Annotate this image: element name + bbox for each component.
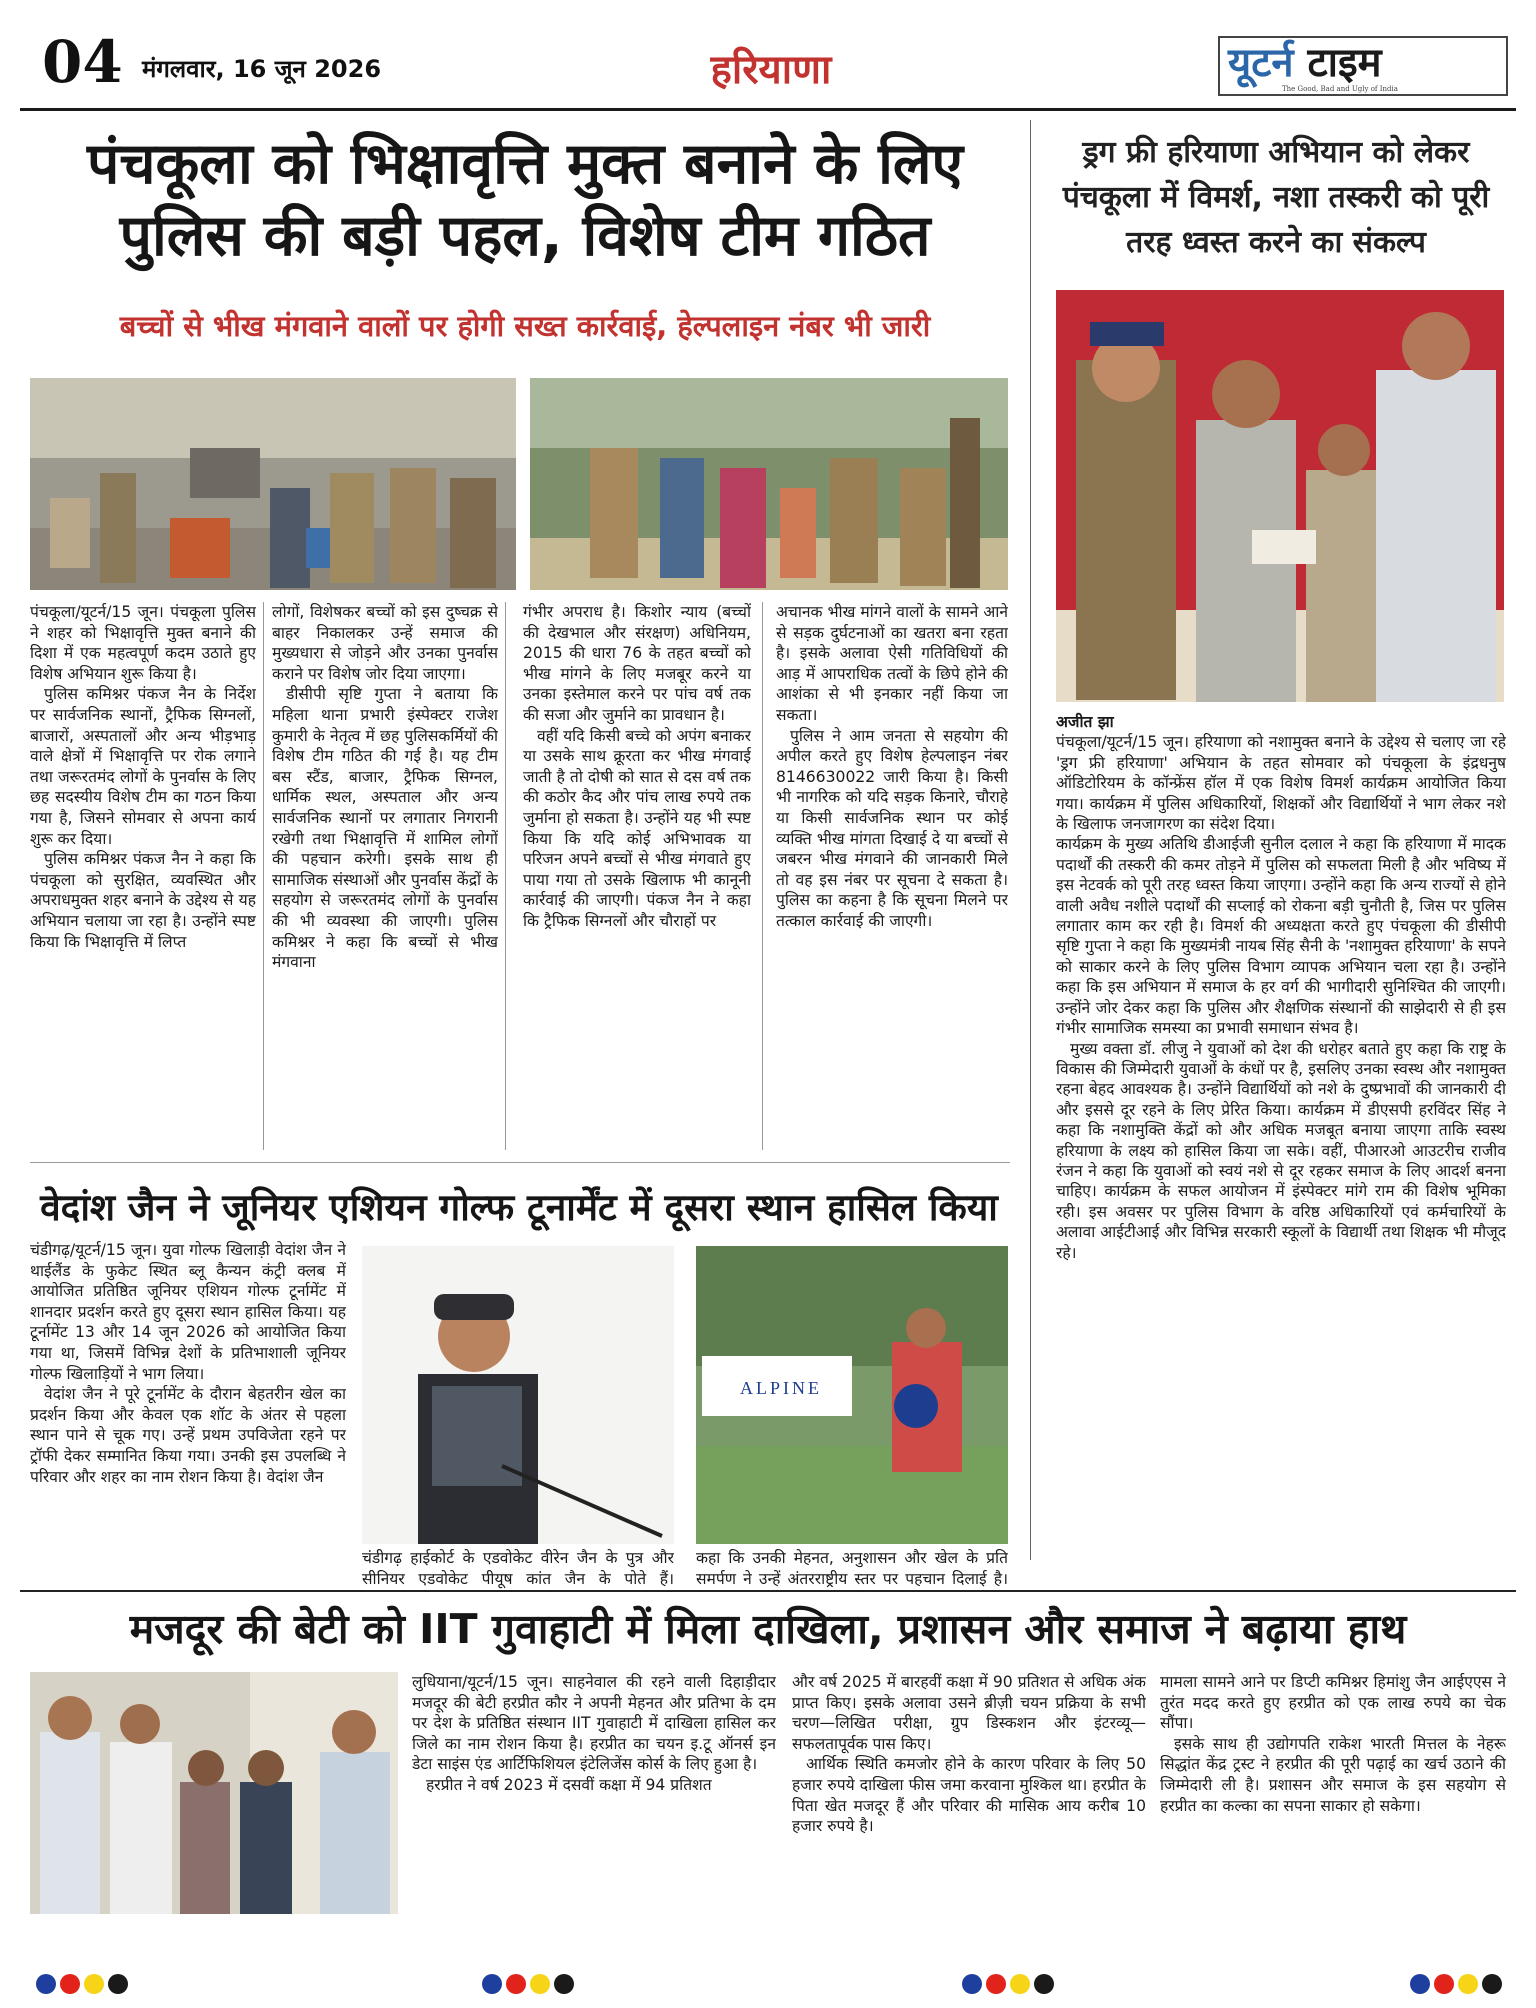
story3-column-3 (1160, 1672, 1506, 1922)
story3-col1-para: लुधियाना/यूटर्न/15 जून। साहनेवाल की रहने वाली दिहाड़ीदार मजदूर की बेटी हरप्रीत कौर ने अपनी मेहनत और प्रतिभा के दम पर देश के प्रतिष्ठित संस्थान IIT गुवाहाटी में दाखिला हासिल कर जिले का नाम रोशन किया है। हरप्रीत का चयन इ.टू ऑनर्स इन डेटा साइंस एंड आर्टिफिशियल इंटेलिजेंस कोर्स के लिए हुआ है। (412, 1673, 776, 1774)
registration-dot (482, 1974, 502, 1994)
column-divider (263, 602, 264, 1150)
story1-headline (40, 128, 1010, 272)
registration-marks-right (1410, 1974, 1502, 1994)
story3-col2-para: आर्थिक स्थिति कमजोर होने के कारण परिवार के लिए 50 हजार रुपये दाखिला फीस जमा करवाना मुश्किल था। हरप्रीत के पिता खेत मजदूर हैं और परिवार की मासिक आय करीब 10 हजार रुपये है। (792, 1755, 1146, 1836)
story2-caption-1: चंडीगढ़ हाईकोर्ट के एडवोकेट वीरेन जैन के पुत्र और सीनियर एडवोकेट पीयूष कांत जैन के पोते हैं। (362, 1549, 674, 1588)
story1-headline-line2: पुलिस की बड़ी पहल, विशेष टीम गठित (119, 203, 931, 269)
story1-photo-right (530, 378, 1008, 590)
story1-column-1 (30, 602, 256, 1150)
logo-tagline: The Good, Bad and Ugly of India (1282, 85, 1398, 93)
page-number: 04 (42, 28, 123, 96)
story-divider (20, 1590, 1516, 1592)
section-title: हरियाणा (710, 47, 832, 93)
registration-dot (1434, 1974, 1454, 1994)
story3-photo (30, 1672, 398, 1914)
header-rule (20, 108, 1516, 111)
story2-column-1 (30, 1240, 346, 1576)
story-divider (30, 1162, 1010, 1163)
newspaper-logo (1218, 36, 1508, 96)
registration-dot (506, 1974, 526, 1994)
side-story-para: मुख्य वक्ता डॉ. लीजु ने युवाओं को देश की धरोहर बताते हुए कहा कि राष्ट्र के विकास की जिम्मेदारी युवाओं के कंधों पर है, इसलिए उनका स्वस्थ और नशामुक्त रहना बेहद आवश्यक है। उन्होंने विद्यार्थियों को नशे के दुष्प्रभावों की जानकारी दी और इससे दूर रहने के लिए प्रेरित किया। कार्यक्रम में डीएसपी हरविंदर सिंह ने कहा कि नशामुक्ति केंद्रों को और अधिक मजबूत बनाया जाएगा ताकि स्वस्थ हरियाणा के लक्ष्य को हासिल किया जा सके। वहीं, पीआरओ आउटरीच राजीव रंजन ने कहा कि युवाओं को स्वयं नशे से दूर रहकर समाज के लिए आदर्श बनना चाहिए। कार्यक्रम के सफल आयोजन में इंस्पेक्टर मांगे राम की विशेष भूमिका रही। इस अवसर पर पुलिस विभाग के वरिष्ठ अधिकारियों एवं कर्मचारियों के अलावा आईटीआई और विभिन्न सरकारी स्कूलों के विद्यार्थी तथा शिक्षक भी मौजूद रहे। (1056, 1039, 1506, 1262)
registration-marks-left (36, 1974, 128, 1994)
logo-text-part2: टाइम (1307, 40, 1382, 86)
side-story-para: कार्यक्रम के मुख्य अतिथि डीआईजी सुनील दलाल ने कहा कि हरियाणा में मादक पदार्थों की तस्करी की कमर तोड़ने में पुलिस को सफलता मिली है और भविष्य में इस नेटवर्क को पूरी तरह ध्वस्त किया जाएगा। उन्होंने कहा कि अन्य राज्यों से होने वाली अवैध नशीले पदार्थों की सप्लाई को रोकना बड़ी चुनौती है, जिस पर पुलिस लगातार काम कर रही है। विमर्श की अध्यक्षता करते हुए पंचकूला की डीसीपी सृष्टि गुप्ता ने कहा कि मुख्यमंत्री नायब सिंह सैनी के 'नशामुक्त हरियाणा' के सपने को साकार करने के लिए पुलिस विभाग व्यापक अभियान चला रहा है। उन्होंने कहा कि इस अभियान में समाज के हर वर्ग की भागीदारी सुनिश्चित की जाएगी। उन्होंने जोर देकर कहा कि पुलिस और शैक्षणिक संस्थानों की साझेदारी से ही इस गंभीर सामाजिक समस्या का प्रभावी समाधान संभव है। (1056, 835, 1506, 1038)
story3-col3-para: इसके साथ ही उद्योगपति राकेश भारती मित्तल के नेहरू सिद्धांत केंद्र ट्रस्ट ने हरप्रीत की पूरी पढ़ाई का खर्च उठाने की जिम्मेदारी ली है। प्रशासन और समाज के इस सहयोग से हरप्रीत का कल्का का सपना साकार हो सकेगा। (1160, 1734, 1506, 1815)
story2-photo-golfer (362, 1246, 674, 1544)
story3-col3-para: मामला सामने आने पर डिप्टी कमिश्नर हिमांशु जैन आईएएस ने तुरंत मदद करते हुए हरप्रीत को एक लाख रुपये का चेक सौंपा। (1160, 1673, 1506, 1733)
story1-headline-line1: पंचकूला को भिक्षावृत्ति मुक्त बनाने के लिए (86, 131, 964, 197)
story2-photo-trophy (696, 1246, 1008, 1544)
story1-col3-para: वहीं यदि किसी बच्चे को अपंग बनाकर या उसके साथ क्रूरता कर भीख मंगवाई जाती है तो दोषी को सात से दस वर्ष तक की कठोर कैद और पांच लाख रुपये तक जुर्माना हो सकता है। उन्होंने यह भी स्पष्ट किया कि यदि कोई अभिभावक या परिजन अपने बच्चों से भीख मंगवाते हुए पाया गया तो उसके खिलाफ भी कानूनी कार्रवाई की जाएगी। पंकज नैन ने कहा कि ट्रैफिक सिग्नलों और चौराहों पर (523, 726, 751, 930)
story2-col1-para: चंडीगढ़/यूटर्न/15 जून। युवा गोल्फ खिलाड़ी वेदांश जैन ने थाईलैंड के फुकेट स्थित ब्लू कैन्यन कंट्री क्लब में आयोजित प्रतिष्ठित जूनियर एशियन गोल्फ टूर्नामेंट में शानदार प्रदर्शन करते हुए दूसरा स्थान हासिल किया। यह टूर्नामेंट 13 और 14 जून 2026 को आयोजित किया गया था, जिसमें विभिन्न देशों के प्रतिभाशाली जूनियर गोल्फ खिलाड़ियों ने भाग लिया। (30, 1241, 346, 1383)
story1-col1-para: पंचकूला/यूटर्न/15 जून। पंचकूला पुलिस ने शहर को भिक्षावृत्ति मुक्त बनाने की दिशा में एक महत्वपूर्ण कदम उठाते हुए विशेष अभियान शुरू किया है। (30, 603, 256, 683)
story1-col3-para: गंभीर अपराध है। किशोर न्याय (बच्चों की देखभाल और संरक्षण) अधिनियम, 2015 की धारा 76 के तहत बच्चों को भीख मांगने के लिए मजबूर करने या उनका इस्तेमाल करने पर पांच वर्ष तक की सजा और जुर्माने का प्रावधान है। (523, 603, 751, 724)
registration-dot (108, 1974, 128, 1994)
story2-caption-2: कहा कि उनकी मेहनत, अनुशासन और खेल के प्रति समर्पण ने उन्हें अंतरराष्ट्रीय स्तर पर पहचान दिलाई है। (696, 1549, 1008, 1588)
registration-dot (530, 1974, 550, 1994)
story1-col2-para: डीसीपी सृष्टि गुप्ता ने बताया कि महिला थाना प्रभारी इंस्पेक्टर राजेश कुमारी के नेतृत्व में छह पुलिसकर्मियों की विशेष टीम गठित की गई है। यह टीम बस स्टैंड, बाजार, ट्रैफिक सिग्नल, धार्मिक स्थल, अस्पताल और अन्य सार्वजनिक स्थानों पर लगातार निगरानी रखेगी तथा भिक्षावृत्ति में शामिल लोगों की पहचान करेगी। इसके साथ ही सामाजिक संस्थाओं और पुनर्वास केंद्रों के सहयोग से जरूरतमंद लोगों के पुनर्वास की भी व्यवस्था की जाएगी। पुलिस कमिश्नर ने कहा कि बच्चों से भीख मंगवाना (272, 685, 498, 972)
story1-column-2 (272, 602, 498, 1150)
story1-col4-para: अचानक भीख मांगने वालों के सामने आने से सड़क दुर्घटनाओं का खतरा बना रहता है। इसके अलावा ऐसी गतिविधियों की आड़ में आपराधिक तत्वों के छिपे होने की आशंका से भी इनकार नहीं किया जा सकता। (776, 603, 1008, 724)
registration-dot (1410, 1974, 1430, 1994)
banner-text: ALPINE (740, 1378, 822, 1398)
registration-dot (962, 1974, 982, 1994)
registration-dot (84, 1974, 104, 1994)
logo-text-part1: यूटर्न (1228, 40, 1294, 86)
registration-dot (1458, 1974, 1478, 1994)
story3-column-1 (412, 1672, 776, 1922)
side-story-headline: ड्रग फ्री हरियाणा अभियान को लेकर पंचकूला में विमर्श, नशा तस्करी को पूरी तरह ध्वस्त करने का संकल्प (1062, 135, 1490, 260)
story1-subheadline: बच्चों से भीख मंगवाने वालों पर होगी सख्त कार्रवाई, हेल्पलाइन नंबर भी जारी (119, 309, 931, 343)
registration-dot (1482, 1974, 1502, 1994)
story3-headline: मजदूर की बेटी को IIT गुवाहाटी में मिला दाखिला, प्रशासन और समाज ने बढ़ाया हाथ (129, 1605, 1407, 1653)
story1-col1-para: पुलिस कमिश्नर पंकज नैन ने कहा कि पंचकूला को सुरक्षित, व्यवस्थित और अपराधमुक्त शहर बनाने के उद्देश्य से यह अभियान चलाया जा रहा है। उन्होंने स्पष्ट किया कि भिक्षावृत्ति में लिप्त (30, 850, 256, 951)
story2-headline: वेदांश जैन ने जूनियर एशियन गोल्फ टूनार्मेंट में दूसरा स्थान हासिल किया (40, 1186, 998, 1229)
story1-col1-para: पुलिस कमिश्नर पंकज नैन के निर्देश पर सार्वजनिक स्थानों, ट्रैफिक सिग्नलों, बाजारों, अस्पतालों और अन्य भीड़भाड़ वाले क्षेत्रों में भिक्षावृत्ति पर रोक लगाने तथा जरूरतमंद लोगों के पुनर्वास के लिए छह सदस्यीय विशेष टीम का गठन किया गया है, जिसने सोमवार से अपना कार्य शुरू कर दिया। (30, 685, 256, 848)
story1-photo-left (30, 378, 516, 590)
side-story-para: पंचकूला/यूटर्न/15 जून। हरियाणा को नशामुक्त बनाने के उद्देश्य से चलाए जा रहे 'ड्रग फ्री हरियाणा' अभियान के तहत सोमवार को पंचकूला के इंद्रधनुष ऑडिटोरियम के कॉन्फ्रेंस हॉल में एक विशेष विमर्श कार्यक्रम आयोजित किया गया। कार्यक्रम में पुलिस अधिकारियों, शिक्षकों और विद्यार्थियों ने भाग लेकर नशे के खिलाफ जनजागरण का संदेश दिया। (1056, 733, 1506, 834)
story3-col2-para: और वर्ष 2025 में बारहवीं कक्षा में 90 प्रतिशत से अधिक अंक प्राप्त किए। इसके अलावा उसने ब्रीज़ी चयन प्रक्रिया के सभी चरण—लिखित परीक्षा, ग्रुप डिस्कशन और इंटरव्यू—सफलतापूर्वक पास किए। (792, 1673, 1146, 1753)
registration-dot (554, 1974, 574, 1994)
section-divider (1030, 120, 1031, 1560)
side-story-photo (1056, 290, 1504, 702)
registration-dot (986, 1974, 1006, 1994)
story1-column-4 (776, 602, 1008, 1150)
registration-dot (1034, 1974, 1054, 1994)
story1-column-3 (523, 602, 751, 1150)
registration-marks-center-left (482, 1974, 574, 1994)
column-divider (762, 602, 763, 1150)
date-line: मंगलवार, 16 जून 2026 (142, 55, 382, 83)
registration-marks-center-right (962, 1974, 1054, 1994)
registration-dot (60, 1974, 80, 1994)
side-story-body (1056, 712, 1506, 1620)
story2-col1-para: वेदांश जैन ने पूरे टूर्नामेंट के दौरान बेहतरीन खेल का प्रदर्शन किया और केवल एक शॉट के अंतर से पहला स्थान पाने से चूक गए। उन्हें प्रथम उपविजेता रहने पर ट्रॉफी देकर सम्मानित किया गया। उनकी इस उपलब्धि ने परिवार और शहर का नाम रोशन किया है। वेदांश जैन (30, 1385, 346, 1486)
story1-col4-para: पुलिस ने आम जनता से सहयोग की अपील करते हुए विशेष हेल्पलाइन नंबर 8146630022 जारी किया है। किसी भी नागरिक को यदि सड़क किनारे, चौराहे या किसी सार्वजनिक स्थान पर कोई व्यक्ति भीख मांगता दिखाई दे या बच्चों से जबरन भीख मंगवाने की जानकारी मिले तो वह इस नंबर पर सूचना दे सकता है। पुलिस का कहना है कि सूचना मिलने पर तत्काल कार्रवाई की जाएगी। (776, 726, 1008, 930)
column-divider (505, 602, 506, 1150)
story3-column-2 (792, 1672, 1146, 1922)
registration-dot (36, 1974, 56, 1994)
side-story-byline: अजीत झा (1056, 713, 1114, 731)
story3-col1-para: हरप्रीत ने वर्ष 2023 में दसवीं कक्षा में 94 प्रतिशत (426, 1775, 712, 1794)
registration-dot (1010, 1974, 1030, 1994)
story1-col2-para: लोगों, विशेषकर बच्चों को इस दुष्चक्र से बाहर निकालकर उन्हें समाज की मुख्यधारा से जोड़ने और उनका पुनर्वास कराने पर विशेष जोर दिया जाएगा। (272, 603, 498, 683)
